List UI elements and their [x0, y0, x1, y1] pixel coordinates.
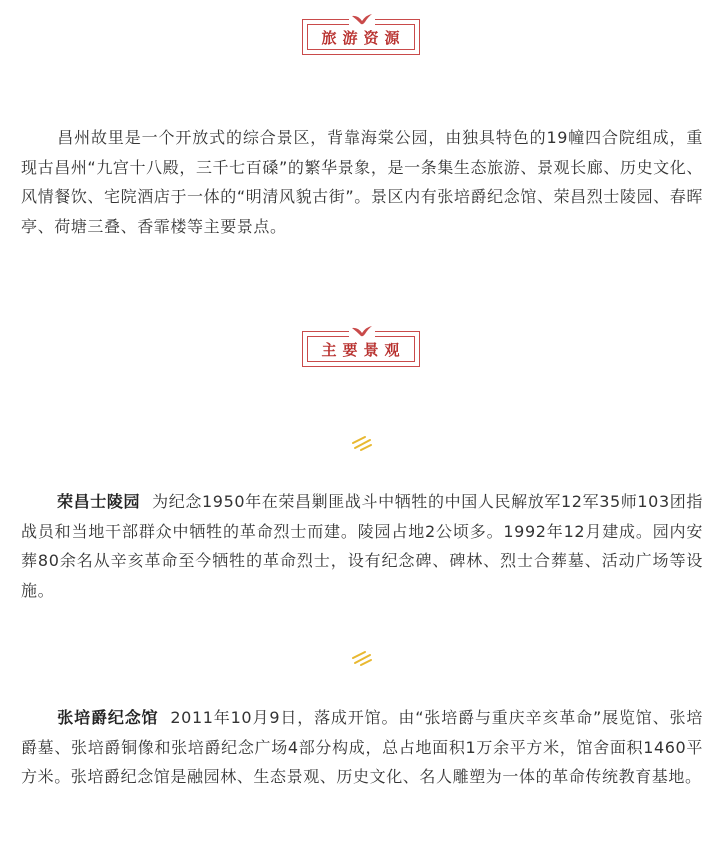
bird-icon — [349, 323, 375, 339]
spot-name: 荣昌士陵园 — [57, 492, 141, 511]
intro-text: 昌州故里是一个开放式的综合景区，背靠海棠公园，由独具特色的19幢四合院组成，重现古昌州“九宫十八殿，三千七百磉”的繁华景象，是一条集生态旅游、景观长廊、历史文化、风情餐饮、宅院酒店于一体的“明清风貌古街”。景区内有张培爵纪念馆、荣昌烈士陵园、春晖亭、荷塘三叠、香霏楼等主要景点。 — [21, 128, 703, 236]
spot-text: 2011年10月9日，落成开馆。由“张培爵与重庆辛亥革命”展览馆、张培爵墓、张培爵铜像和张培爵纪念广场4部分构成，总占地面积1万余平方米，馆舍面积1460平方米。张培爵纪念馆是融园林、生态景观、历史文化、名人雕塑为一体的革命传统教育基地。 — [21, 708, 703, 786]
spot-name: 张培爵纪念馆 — [57, 708, 159, 727]
spot-paragraph — [21, 487, 703, 605]
spot-paragraph — [21, 703, 703, 792]
spot-text: 为纪念1950年在荣昌剿匪战斗中牺牲的中国人民解放军12军35师103团指战员和当地干部群众中牺牲的革命烈士而建。陵园占地2公顷多。1992年12月建成。园内安葬80余名从辛亥革命至今牺牲的革命烈士，设有纪念碑、碑林、烈士合葬墓、活动广场等设施。 — [21, 492, 703, 600]
bird-icon — [349, 11, 375, 27]
stripe-divider-icon — [350, 434, 374, 452]
section-title-main-sights — [302, 323, 422, 369]
section-title-text: 旅游资源 — [321, 28, 406, 47]
section-title-tourism — [302, 11, 422, 57]
intro-paragraph — [21, 123, 703, 241]
section-title-text: 主要景观 — [321, 340, 406, 359]
stripe-divider-icon — [350, 649, 374, 667]
